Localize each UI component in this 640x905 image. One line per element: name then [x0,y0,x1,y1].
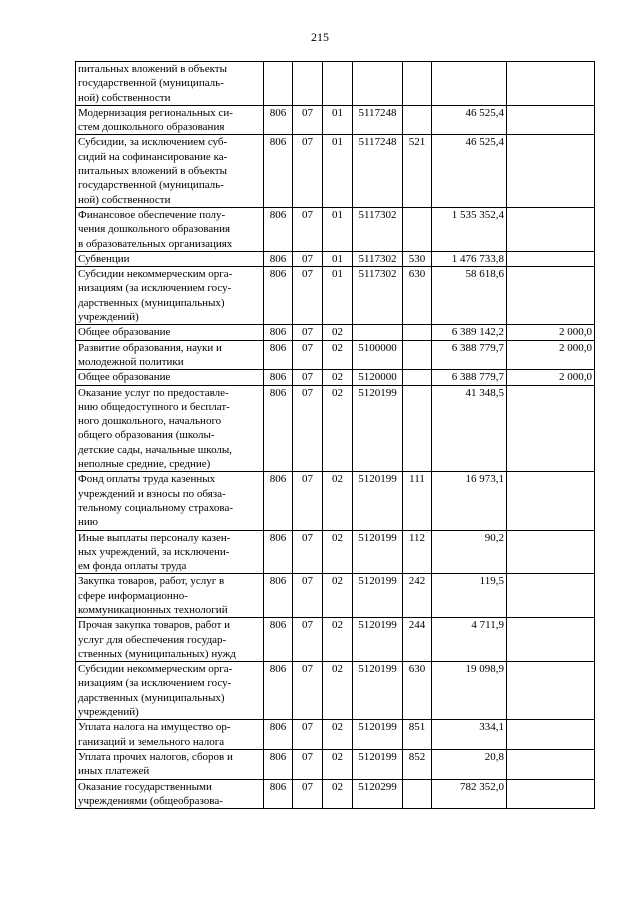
item-name-line: тельному социальному страхова- [78,501,233,514]
extra-amount-cell [507,662,595,720]
subsection-cell: 02 [323,618,353,662]
expense-type-cell: 530 [403,251,432,266]
expense-type-cell: 521 [403,135,432,207]
item-name-cell [76,662,264,720]
target-article-cell [353,62,403,106]
target-article-cell: 5120199 [353,662,403,720]
page-number: 215 [311,30,329,44]
item-name-line: государственной (муниципаль- [78,77,224,90]
target-article-cell: 5120199 [353,749,403,779]
table-row [76,370,595,385]
target-article-cell: 5117302 [353,267,403,325]
expense-type-cell [403,325,432,340]
item-name-cell [76,370,264,385]
item-name-line: учреждений и взносы по обяза- [78,487,226,500]
item-name-cell [76,105,264,135]
ved-cell: 806 [264,618,293,662]
table-row [76,340,595,370]
item-name-line: Фонд оплаты труда казенных [78,473,216,486]
item-name-cell [76,340,264,370]
ved-cell: 806 [264,207,293,251]
subsection-cell: 02 [323,530,353,574]
table-row [76,251,595,266]
item-name-cell [76,618,264,662]
item-name-line: Общее образование [78,326,171,339]
amount-cell [432,62,507,106]
amount-cell: 46 525,4 [432,105,507,135]
table-row [76,749,595,779]
target-article-cell: 5120000 [353,370,403,385]
table-row [76,207,595,251]
item-name-line: неполные средние, средние) [78,458,211,471]
target-article-cell: 5120199 [353,472,403,530]
item-name-cell [76,267,264,325]
ved-cell: 806 [264,385,293,472]
expense-type-cell: 112 [403,530,432,574]
expense-type-cell [403,385,432,472]
subsection-cell: 02 [323,779,353,809]
extra-amount-cell: 2 000,0 [507,340,595,370]
table-row [76,779,595,809]
table-row [76,530,595,574]
item-name-line: Оказание государственными [78,780,212,793]
table-row [76,325,595,340]
amount-cell: 41 348,5 [432,385,507,472]
extra-amount-cell [507,385,595,472]
subsection-cell: 02 [323,325,353,340]
item-name-line: Субсидии, за исключением суб- [78,136,228,149]
section-cell: 07 [293,749,323,779]
item-name-line: ганизаций и земельного налога [78,735,225,748]
item-name-line: Иные выплаты персоналу казен- [78,531,231,544]
subsection-cell: 01 [323,267,353,325]
item-name-line: в образовательных организациях [78,237,233,250]
ved-cell [264,62,293,106]
item-name-cell [76,749,264,779]
table-row [76,618,595,662]
extra-amount-cell [507,779,595,809]
target-article-cell: 5117302 [353,251,403,266]
item-name-cell [76,530,264,574]
amount-cell: 20,8 [432,749,507,779]
item-name-line: учреждений) [78,706,139,719]
table-row [76,574,595,618]
ved-cell: 806 [264,135,293,207]
subsection-cell: 02 [323,370,353,385]
extra-amount-cell [507,618,595,662]
subsection-cell: 02 [323,720,353,750]
expense-type-cell [403,207,432,251]
amount-cell: 6 388 779,7 [432,370,507,385]
ved-cell: 806 [264,472,293,530]
item-name-line: коммуникационных технологий [78,603,228,616]
subsection-cell: 02 [323,340,353,370]
section-cell: 07 [293,340,323,370]
item-name-line: нию общедоступного и бесплат- [78,400,230,413]
amount-cell: 4 711,9 [432,618,507,662]
amount-cell: 6 389 142,2 [432,325,507,340]
section-cell: 07 [293,207,323,251]
ved-cell: 806 [264,530,293,574]
table-row [76,135,595,207]
ved-cell: 806 [264,325,293,340]
subsection-cell [323,62,353,106]
subsection-cell: 01 [323,135,353,207]
amount-cell: 6 388 779,7 [432,340,507,370]
subsection-cell: 01 [323,207,353,251]
ved-cell: 806 [264,749,293,779]
expense-type-cell: 852 [403,749,432,779]
target-article-cell: 5100000 [353,340,403,370]
item-name-cell [76,207,264,251]
item-name-line: Финансовое обеспечение полу- [78,208,226,221]
item-name-line: ных учреждений, за исключени- [78,545,230,558]
ved-cell: 806 [264,251,293,266]
ved-cell: 806 [264,267,293,325]
ved-cell: 806 [264,105,293,135]
item-name-cell [76,720,264,750]
subsection-cell: 02 [323,749,353,779]
item-name-line: Субсидии некоммерческим орга- [78,663,233,676]
item-name-cell [76,779,264,809]
extra-amount-cell [507,62,595,106]
item-name-line: питальных вложений в объекты [78,63,227,75]
item-name-line: Субсидии некоммерческим орга- [78,268,233,281]
section-cell: 07 [293,472,323,530]
table-row [76,662,595,720]
target-article-cell: 5120199 [353,385,403,472]
section-cell: 07 [293,720,323,750]
extra-amount-cell [507,207,595,251]
extra-amount-cell [507,472,595,530]
expense-type-cell: 111 [403,472,432,530]
expense-type-cell: 242 [403,574,432,618]
target-article-cell: 5117248 [353,135,403,207]
item-name-line: чения дошкольного образования [78,223,231,236]
item-name-line: нию [78,516,98,529]
item-name-line: общего образования (школы- [78,429,215,442]
extra-amount-cell [507,749,595,779]
item-name-line: ем фонда оплаты труда [78,560,187,573]
item-name-line: иных платежей [78,765,150,778]
item-name-line: ной) собственности [78,193,171,206]
item-name-line: Модернизация региональных си- [78,106,233,119]
target-article-cell: 5117248 [353,105,403,135]
item-name-line: ной) собственности [78,91,171,104]
extra-amount-cell [507,720,595,750]
section-cell: 07 [293,267,323,325]
item-name-line: детские сады, начальные школы, [78,443,233,456]
item-name-line: учреждениями (общеобразова- [78,794,223,807]
target-article-cell: 5120199 [353,574,403,618]
ved-cell: 806 [264,720,293,750]
subsection-cell: 02 [323,662,353,720]
extra-amount-cell [507,530,595,574]
table-row [76,472,595,530]
item-name-line: Развитие образования, науки и [78,341,222,354]
item-name-line: ного дошкольного, начального [78,415,222,428]
expense-type-cell [403,62,432,106]
amount-cell: 19 098,9 [432,662,507,720]
section-cell: 07 [293,618,323,662]
table-row [76,105,595,135]
item-name-line: стем дошкольного образования [78,121,225,134]
item-name-line: Общее образование [78,371,171,384]
expense-type-cell [403,370,432,385]
item-name-cell [76,385,264,472]
subsection-cell: 01 [323,105,353,135]
item-name-cell [76,251,264,266]
ved-cell: 806 [264,574,293,618]
section-cell [293,62,323,106]
item-name-line: дарственных (муниципальных) [78,691,225,704]
amount-cell: 90,2 [432,530,507,574]
target-article-cell: 5120199 [353,618,403,662]
expense-type-cell: 630 [403,267,432,325]
target-article-cell [353,325,403,340]
expense-type-cell [403,340,432,370]
item-name-cell [76,574,264,618]
table-row [76,62,595,106]
item-name-line: дарственных (муниципальных) [78,296,225,309]
amount-cell: 119,5 [432,574,507,618]
item-name-line: Прочая закупка товаров, работ и [78,619,231,632]
subsection-cell: 02 [323,472,353,530]
ved-cell: 806 [264,662,293,720]
expense-type-cell: 851 [403,720,432,750]
subsection-cell: 01 [323,251,353,266]
item-name-cell [76,62,264,106]
amount-cell: 782 352,0 [432,779,507,809]
expense-type-cell: 244 [403,618,432,662]
item-name-line: низациям (за исключением госу- [78,677,232,690]
amount-cell: 334,1 [432,720,507,750]
amount-cell: 16 973,1 [432,472,507,530]
target-article-cell: 5120199 [353,720,403,750]
item-name-line: питальных вложений в объекты [78,165,227,178]
item-name-line: сидий на софинансирование ка- [78,150,228,163]
extra-amount-cell: 2 000,0 [507,325,595,340]
section-cell: 07 [293,370,323,385]
extra-amount-cell [507,267,595,325]
item-name-line: молодежной политики [78,355,184,368]
item-name-line: услуг для обеспечения государ- [78,633,227,646]
ved-cell: 806 [264,779,293,809]
amount-cell: 58 618,6 [432,267,507,325]
extra-amount-cell [507,574,595,618]
table-row [76,385,595,472]
extra-amount-cell [507,251,595,266]
section-cell: 07 [293,251,323,266]
section-cell: 07 [293,574,323,618]
table-row [76,267,595,325]
target-article-cell: 5120299 [353,779,403,809]
subsection-cell: 02 [323,574,353,618]
section-cell: 07 [293,385,323,472]
item-name-cell [76,472,264,530]
expense-type-cell [403,105,432,135]
target-article-cell: 5117302 [353,207,403,251]
section-cell: 07 [293,135,323,207]
section-cell: 07 [293,662,323,720]
ved-cell: 806 [264,340,293,370]
expense-type-cell [403,779,432,809]
item-name-line: Закупка товаров, работ, услуг в [78,575,225,588]
section-cell: 07 [293,530,323,574]
target-article-cell: 5120199 [353,530,403,574]
amount-cell: 1 476 733,8 [432,251,507,266]
item-name-line: учреждений) [78,311,139,324]
item-name-line: Оказание услуг по предоставле- [78,386,229,399]
extra-amount-cell [507,105,595,135]
section-cell: 07 [293,105,323,135]
item-name-line: Уплата налога на имущество ор- [78,721,231,734]
item-name-line: Уплата прочих налогов, сборов и [78,750,233,763]
amount-cell: 46 525,4 [432,135,507,207]
section-cell: 07 [293,325,323,340]
item-name-line: Субвенции [78,252,130,265]
subsection-cell: 02 [323,385,353,472]
item-name-line: государственной (муниципаль- [78,179,224,192]
ved-cell: 806 [264,370,293,385]
section-cell: 07 [293,779,323,809]
item-name-line: ственных (муниципальных) нужд [78,647,236,660]
expense-type-cell: 630 [403,662,432,720]
extra-amount-cell: 2 000,0 [507,370,595,385]
budget-table [75,61,595,809]
extra-amount-cell [507,135,595,207]
table-row [76,720,595,750]
item-name-cell [76,325,264,340]
item-name-cell [76,135,264,207]
item-name-line: низациям (за исключением госу- [78,282,232,295]
item-name-line: сфере информационно- [78,589,188,602]
amount-cell: 1 535 352,4 [432,207,507,251]
